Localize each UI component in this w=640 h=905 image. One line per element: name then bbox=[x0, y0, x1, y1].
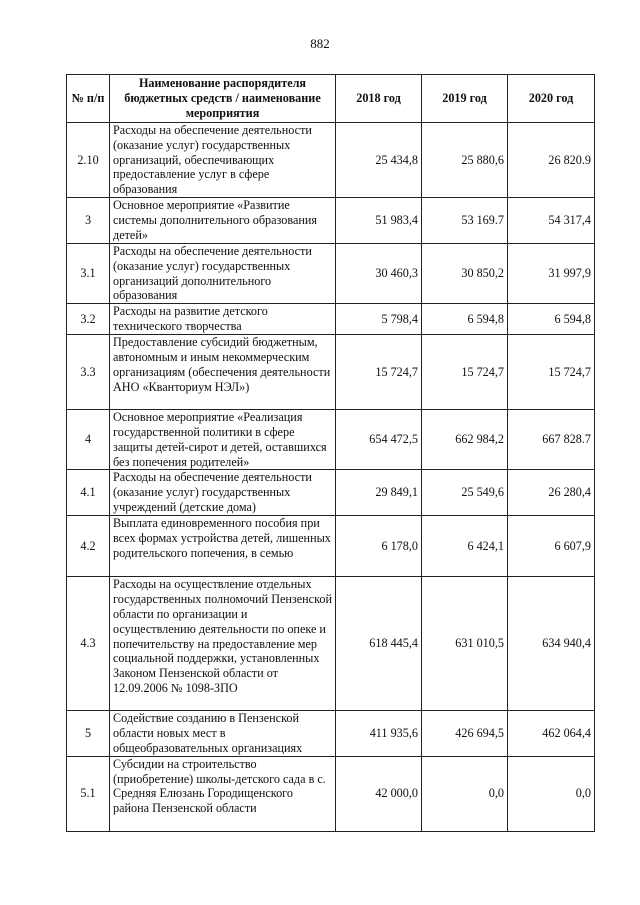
row-2018: 654 472,5 bbox=[336, 410, 422, 470]
header-2020: 2020 год bbox=[508, 75, 595, 123]
budget-table bbox=[66, 74, 595, 832]
row-2019: 53 169.7 bbox=[422, 197, 508, 243]
row-name: Расходы на обеспечение деятельности (оказание услуг) государственных организаций дополнительного образования bbox=[110, 243, 336, 303]
table-header-row bbox=[67, 75, 595, 123]
row-name: Основное мероприятие «Реализация государственной политики в сфере защиты детей-сирот и детей, оставшихся без попечения родителей» bbox=[110, 410, 336, 470]
row-2019: 25 549,6 bbox=[422, 470, 508, 516]
row-2019: 631 010,5 bbox=[422, 577, 508, 711]
table-row bbox=[67, 304, 595, 335]
row-num: 5.1 bbox=[67, 756, 110, 831]
table-row bbox=[67, 243, 595, 303]
row-2019: 426 694,5 bbox=[422, 711, 508, 756]
table-row bbox=[67, 756, 595, 831]
row-2019: 30 850,2 bbox=[422, 243, 508, 303]
row-2020: 6 594,8 bbox=[508, 304, 595, 335]
row-2018: 5 798,4 bbox=[336, 304, 422, 335]
row-2018: 25 434,8 bbox=[336, 123, 422, 198]
row-2018: 51 983,4 bbox=[336, 197, 422, 243]
row-2018: 618 445,4 bbox=[336, 577, 422, 711]
row-2019: 25 880,6 bbox=[422, 123, 508, 198]
row-2020: 0,0 bbox=[508, 756, 595, 831]
row-num: 3.1 bbox=[67, 243, 110, 303]
row-name: Выплата единовременного пособия при всех формах устройства детей, лишенных родительского попечения, в семью bbox=[110, 516, 336, 577]
row-2018: 15 724,7 bbox=[336, 335, 422, 410]
row-2020: 31 997,9 bbox=[508, 243, 595, 303]
row-2020: 54 317,4 bbox=[508, 197, 595, 243]
table-row bbox=[67, 577, 595, 711]
table-row bbox=[67, 711, 595, 756]
table-row bbox=[67, 197, 595, 243]
row-name: Содействие созданию в Пензенской области новых мест в общеобразовательных организациях bbox=[110, 711, 336, 756]
row-name: Основное мероприятие «Развитие системы дополнительного образования детей» bbox=[110, 197, 336, 243]
row-2020: 634 940,4 bbox=[508, 577, 595, 711]
row-name: Субсидии на строительство (приобретение) школы-детского сада в с. Средняя Елюзань Городищенского района Пензенской области bbox=[110, 756, 336, 831]
row-num: 3.2 bbox=[67, 304, 110, 335]
row-num: 3 bbox=[67, 197, 110, 243]
row-num: 4.3 bbox=[67, 577, 110, 711]
row-2018: 29 849,1 bbox=[336, 470, 422, 516]
row-2020: 667 828.7 bbox=[508, 410, 595, 470]
header-num: № п/п bbox=[67, 75, 110, 123]
row-2020: 462 064,4 bbox=[508, 711, 595, 756]
header-2018: 2018 год bbox=[336, 75, 422, 123]
row-2020: 26 280,4 bbox=[508, 470, 595, 516]
row-2019: 15 724,7 bbox=[422, 335, 508, 410]
row-2018: 411 935,6 bbox=[336, 711, 422, 756]
row-2019: 662 984,2 bbox=[422, 410, 508, 470]
row-2018: 42 000,0 bbox=[336, 756, 422, 831]
row-name: Расходы на осуществление отдельных государственных полномочий Пензенской области по организации и осуществлению деятельности по опеке и попечительству на предоставление мер социальной поддержки, установленных Законом Пензенской области от 12.09.2006 № 1098-ЗПО bbox=[110, 577, 336, 711]
table-row bbox=[67, 123, 595, 198]
row-2020: 26 820.9 bbox=[508, 123, 595, 198]
row-2020: 15 724,7 bbox=[508, 335, 595, 410]
row-2020: 6 607,9 bbox=[508, 516, 595, 577]
row-2019: 6 424,1 bbox=[422, 516, 508, 577]
row-name: Расходы на обеспечение деятельности (оказание услуг) государственных учреждений (детские дома) bbox=[110, 470, 336, 516]
header-2019: 2019 год bbox=[422, 75, 508, 123]
row-2018: 30 460,3 bbox=[336, 243, 422, 303]
row-name: Расходы на обеспечение деятельности (оказание услуг) государственных организаций, обеспечивающих предоставление услуг в сфере образования bbox=[110, 123, 336, 198]
row-2019: 0,0 bbox=[422, 756, 508, 831]
table-row bbox=[67, 516, 595, 577]
row-2018: 6 178,0 bbox=[336, 516, 422, 577]
row-num: 4.2 bbox=[67, 516, 110, 577]
row-2019: 6 594,8 bbox=[422, 304, 508, 335]
row-num: 2.10 bbox=[67, 123, 110, 198]
row-num: 3.3 bbox=[67, 335, 110, 410]
row-num: 4 bbox=[67, 410, 110, 470]
page-number: 882 bbox=[310, 36, 330, 51]
row-num: 5 bbox=[67, 711, 110, 756]
row-num: 4.1 bbox=[67, 470, 110, 516]
table-row bbox=[67, 410, 595, 470]
row-name: Предоставление субсидий бюджетным, автономным и иным некоммерческим организациям (обеспечения деятельности АНО «Кванториум НЭЛ») bbox=[110, 335, 336, 410]
row-name: Расходы на развитие детского технического творчества bbox=[110, 304, 336, 335]
header-name: Наименование распорядителя бюджетных средств / наименование мероприятия bbox=[110, 75, 336, 123]
table-row bbox=[67, 470, 595, 516]
table-row bbox=[67, 335, 595, 410]
